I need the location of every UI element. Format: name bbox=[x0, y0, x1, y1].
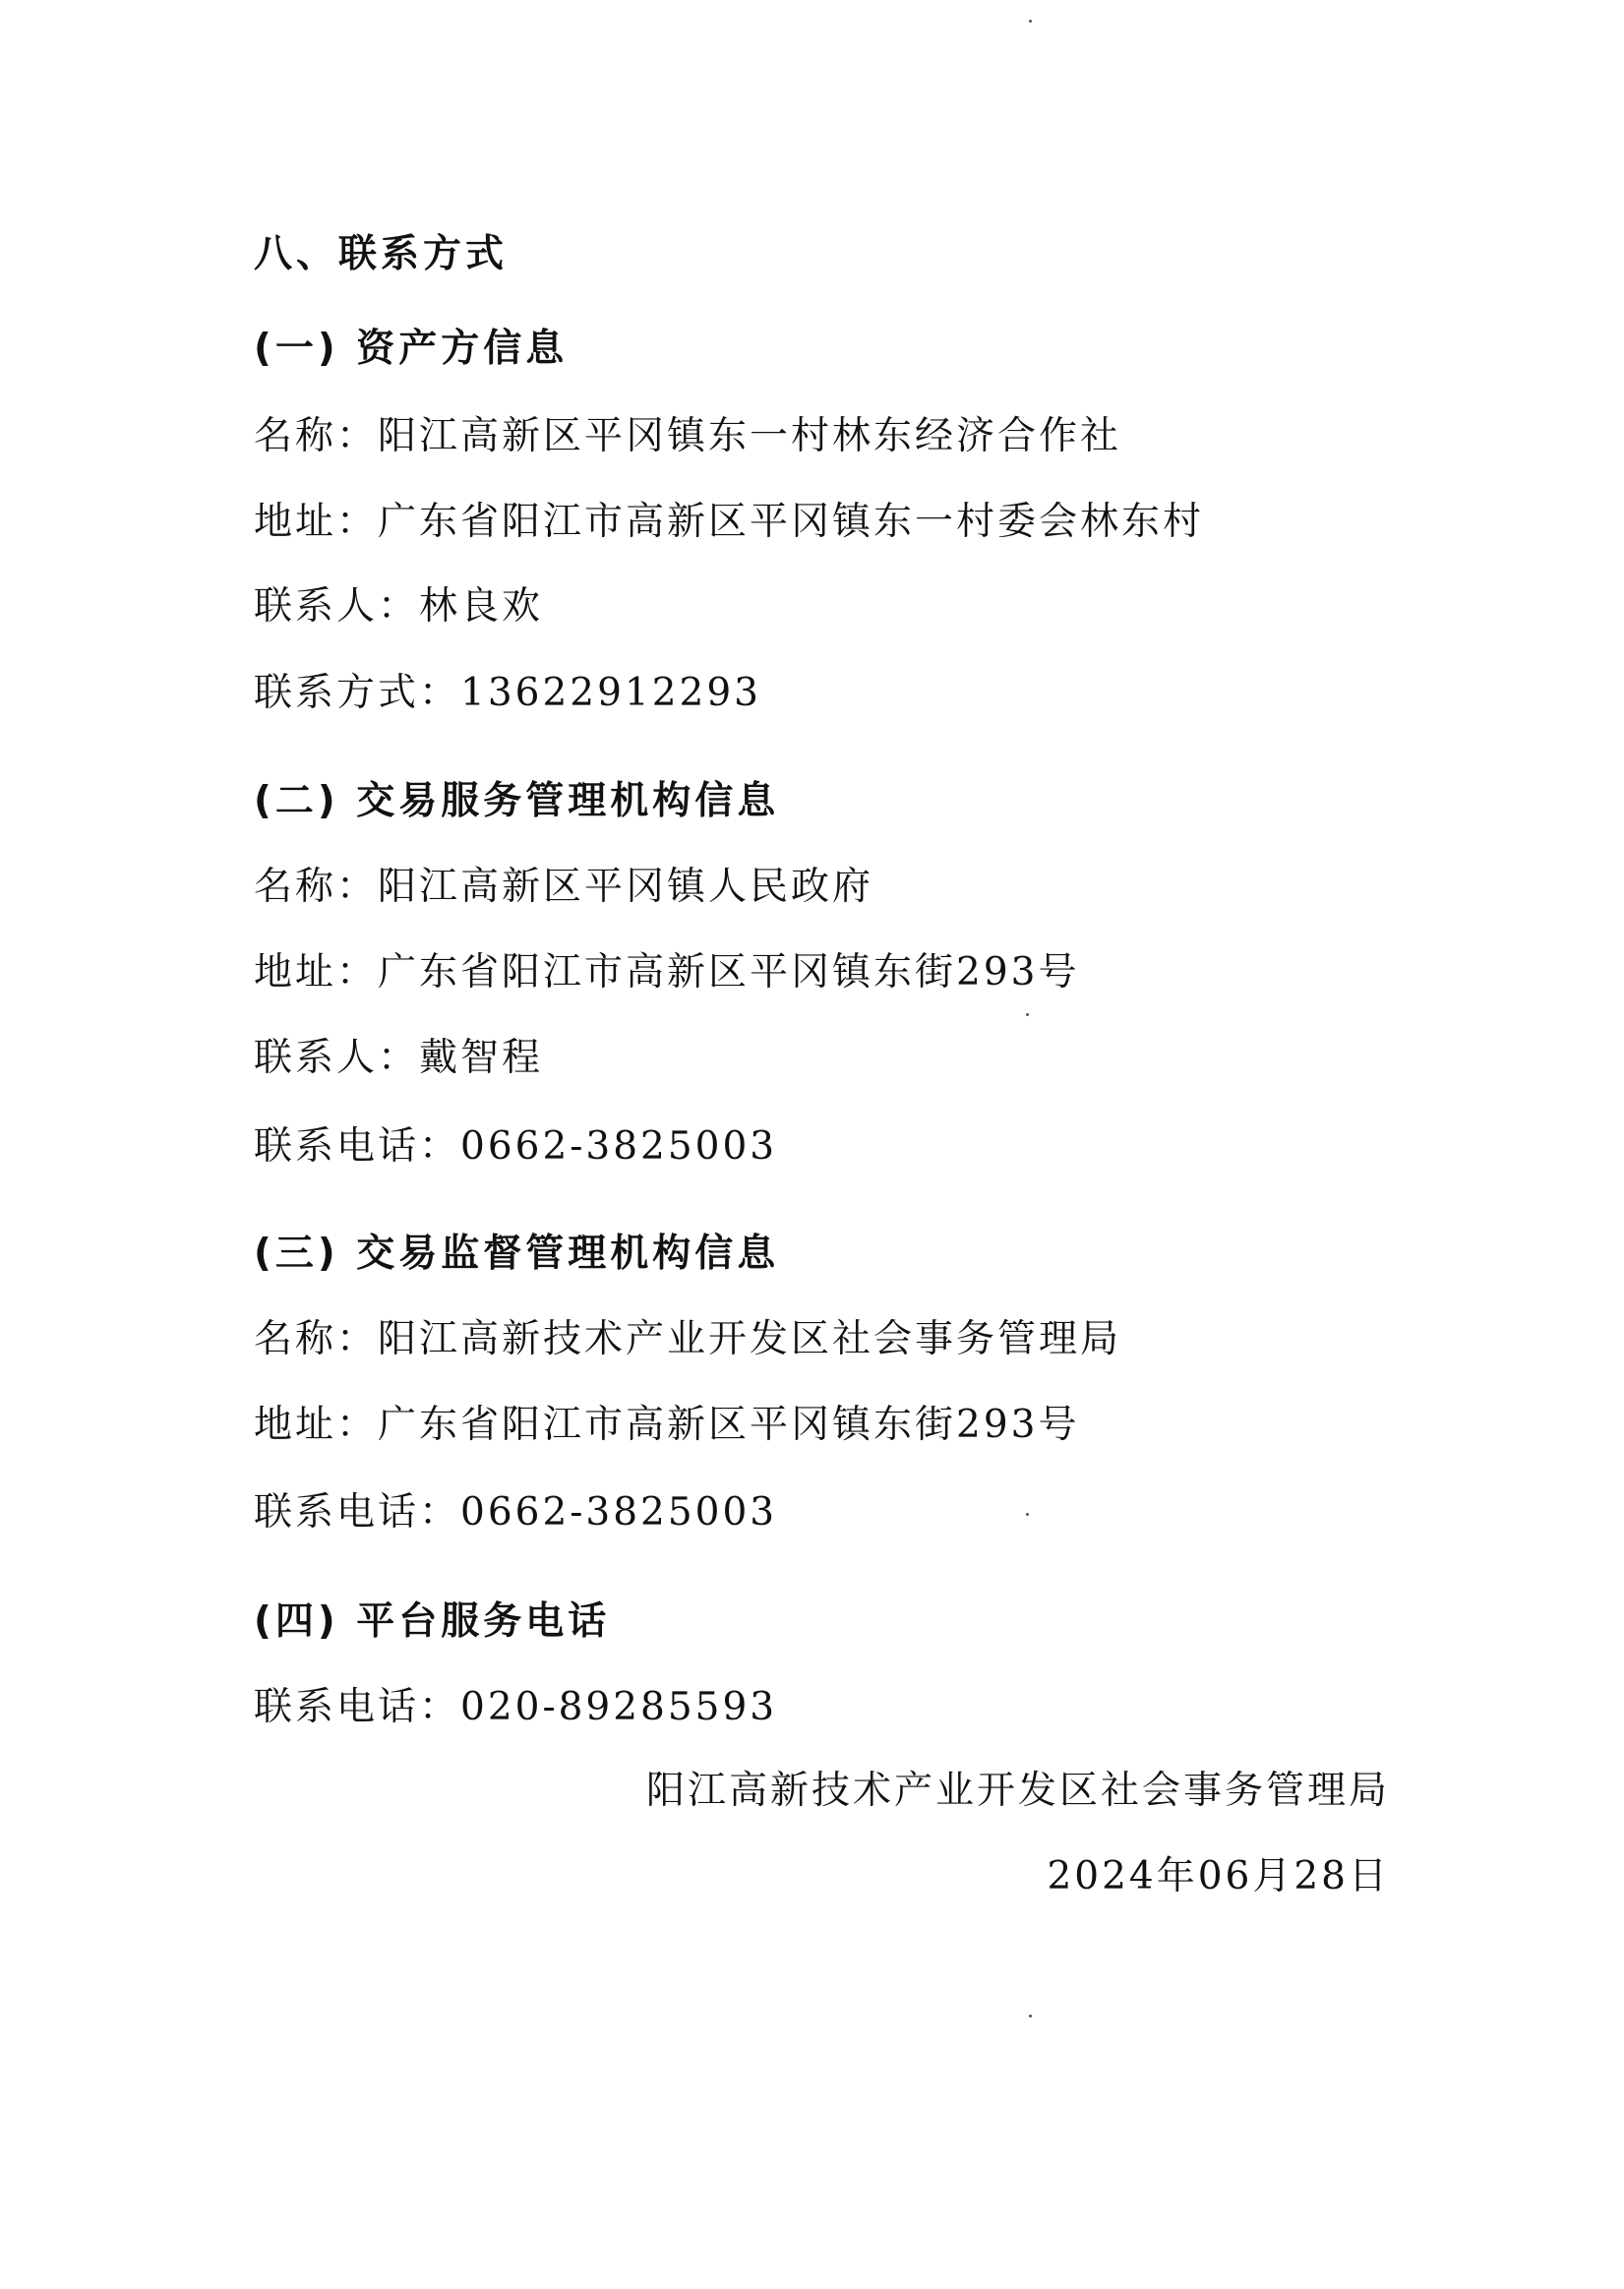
scan-speck bbox=[1026, 1013, 1029, 1016]
subsection-title-service-agency: (二) 交易服务管理机构信息 bbox=[254, 779, 780, 823]
asset-owner-name: 名称：阳江高新区平冈镇东一村林东经济合作社 bbox=[254, 414, 1122, 458]
service-agency-contact: 联系人：戴智程 bbox=[254, 1036, 544, 1080]
scan-speck bbox=[1029, 20, 1032, 23]
signature-date: 2024年06月28日 bbox=[1047, 1854, 1390, 1898]
scan-speck bbox=[1029, 2015, 1032, 2018]
subsection-title-supervision-agency: (三) 交易监督管理机构信息 bbox=[254, 1232, 780, 1276]
service-agency-name: 名称：阳江高新区平冈镇人民政府 bbox=[254, 865, 874, 909]
subsection-title-asset-owner: (一) 资产方信息 bbox=[254, 327, 569, 371]
supervision-agency-name: 名称：阳江高新技术产业开发区社会事务管理局 bbox=[254, 1317, 1122, 1361]
subsection-title-platform-phone: (四) 平台服务电话 bbox=[254, 1599, 611, 1644]
supervision-agency-phone: 联系电话：0662-3825003 bbox=[254, 1490, 778, 1535]
service-agency-phone: 联系电话：0662-3825003 bbox=[254, 1124, 778, 1169]
section-heading: 八、联系方式 bbox=[254, 232, 509, 276]
platform-phone: 联系电话：020-89285593 bbox=[254, 1685, 778, 1729]
signature-org: 阳江高新技术产业开发区社会事务管理局 bbox=[645, 1769, 1390, 1813]
scan-speck bbox=[1026, 1513, 1029, 1516]
asset-owner-phone: 联系方式：13622912293 bbox=[254, 671, 761, 715]
service-agency-address: 地址：广东省阳江市高新区平冈镇东街293号 bbox=[254, 950, 1080, 994]
supervision-agency-address: 地址：广东省阳江市高新区平冈镇东街293号 bbox=[254, 1403, 1080, 1447]
asset-owner-contact: 联系人：林良欢 bbox=[254, 584, 544, 629]
asset-owner-address: 地址：广东省阳江市高新区平冈镇东一村委会林东村 bbox=[254, 500, 1205, 544]
